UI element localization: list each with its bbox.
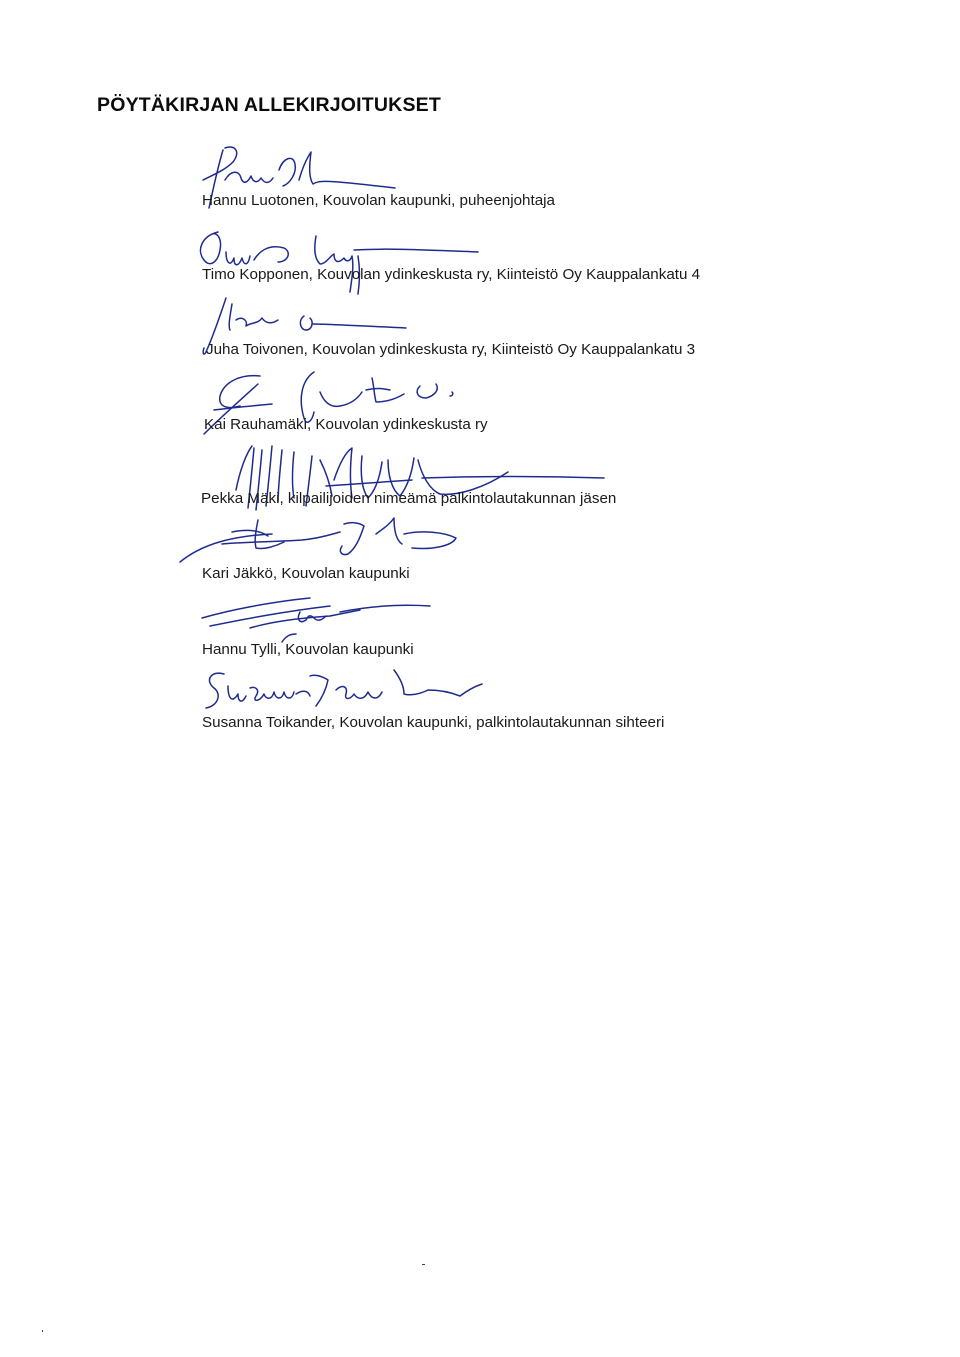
signer-line-4: Kai Rauhamäki, Kouvolan ydinkeskusta ry: [204, 416, 488, 433]
scan-speck: [422, 1264, 425, 1265]
page-title: PÖYTÄKIRJAN ALLEKIRJOITUKSET: [97, 94, 441, 116]
scan-speck: [42, 1330, 43, 1332]
signature-susanna-toikander: [198, 660, 498, 720]
signature-hannu-tylli: [190, 588, 450, 648]
signer-line-7: Hannu Tylli, Kouvolan kaupunki: [202, 641, 414, 658]
signer-line-6: Kari Jäkkö, Kouvolan kaupunki: [202, 565, 410, 582]
signer-line-2: Timo Kopponen, Kouvolan ydinkeskusta ry, Kiinteistö Oy Kauppalankatu 4: [202, 266, 701, 283]
signer-line-8: Susanna Toikander, Kouvolan kaupunki, palkintolautakunnan sihteeri: [202, 714, 665, 731]
signer-line-1: Hannu Luotonen, Kouvolan kaupunki, puheenjohtaja: [202, 192, 555, 209]
signer-line-3: Juha Toivonen, Kouvolan ydinkeskusta ry, Kiinteistö Oy Kauppalankatu 3: [206, 341, 696, 358]
signature-juha-toivonen: [196, 290, 416, 370]
signature-kari-jakko: [172, 504, 472, 574]
signer-line-5: Pekka Mäki, kilpailijoiden nimeämä palkintolautakunnan jäsen: [201, 490, 617, 507]
